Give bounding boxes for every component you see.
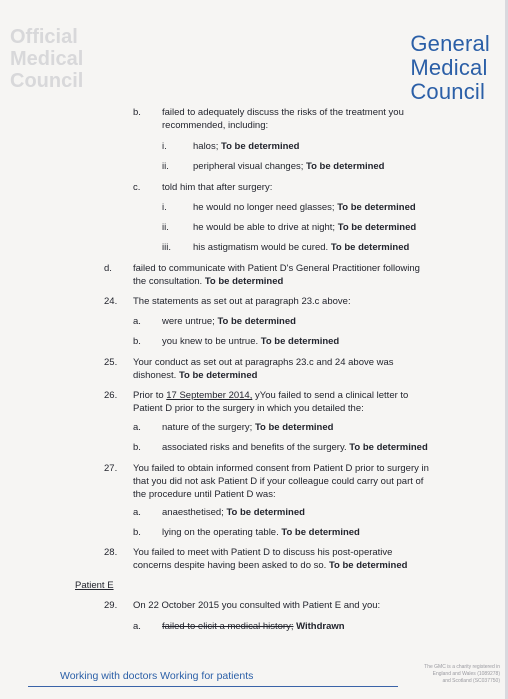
footer-registration: The GMC is a charity registered in England and Wales (1089278) and Scotland (SC037750) (424, 664, 500, 684)
item-label: a. (133, 422, 141, 433)
item-label: d. (104, 263, 112, 274)
item-label: 24. (104, 296, 118, 307)
item-text: You failed to meet with Patient D to discuss his post-operative (133, 547, 393, 558)
logo-line-2: Medical (410, 55, 488, 80)
item-text: the consultation. To be determined (133, 276, 284, 287)
item-text: Your conduct as set out at paragraphs 23.c and 24 above was (133, 357, 394, 368)
status-text: To be determined (337, 202, 416, 213)
item-label: 28. (104, 547, 118, 558)
item-label: i. (162, 202, 167, 213)
item-text: failed to communicate with Patient D's General Practitioner following (133, 263, 420, 274)
status-text: To be determined (260, 336, 340, 347)
item-label: ii. (162, 161, 169, 172)
item-text: The statements as set out at paragraph 23.c above: (133, 296, 351, 307)
status-text: To be determined (349, 442, 428, 453)
footer-divider (28, 686, 398, 687)
item-label: 27. (104, 463, 118, 474)
item-label: a. (133, 621, 141, 632)
item-label: b. (133, 442, 141, 453)
item-label: b. (133, 527, 141, 538)
item-text: halos; To be determined (193, 141, 300, 152)
item-text: You failed to obtain informed consent from Patient D prior to surgery in (133, 463, 429, 474)
item-label: c. (133, 182, 141, 193)
item-label: iii. (162, 242, 171, 253)
status-text: To be determined (254, 422, 334, 433)
gmc-logo (410, 32, 490, 104)
item-label: b. (133, 336, 141, 347)
item-text: told him that after surgery: (162, 182, 273, 193)
underlined-date: 17 September 2014, (166, 390, 253, 401)
item-label: i. (162, 141, 167, 152)
status-text: Withdrawn (293, 621, 345, 632)
status-text: To be determined (337, 222, 417, 233)
status-text: To be determined (221, 141, 300, 152)
item-text: Patient D prior to the surgery in which you detailed the: (133, 403, 364, 414)
status-text: To be determined (328, 560, 408, 571)
item-text: associated risks and benefits of the surgery. To be determined (162, 442, 428, 453)
status-text: To be determined (178, 370, 258, 381)
item-text: peripheral visual changes; To be determined (193, 161, 385, 172)
item-text: were untrue; To be determined (162, 316, 296, 327)
item-text: lying on the operating table. To be determined (162, 527, 360, 538)
item-text: failed to adequately discuss the risks of the treatment you (162, 107, 404, 118)
watermark-text: Official Medical Council (10, 26, 84, 92)
item-label: 25. (104, 357, 118, 368)
item-label: a. (133, 316, 141, 327)
item-text (162, 620, 345, 633)
item-label: b. (133, 107, 141, 118)
item-text: he would no longer need glasses; To be determined (193, 202, 416, 213)
status-text: To be determined (306, 161, 385, 172)
item-text: he would be able to drive at night; To be determined (193, 222, 417, 233)
item-text: recommended, including: (162, 120, 269, 131)
item-text: Prior to 17 September 2014, yYou failed to send a clinical letter to (133, 390, 409, 401)
status-text: To be determined (226, 507, 305, 518)
item-label: 26. (104, 390, 118, 401)
status-text: To be determined (204, 276, 284, 287)
status-text: To be determined (330, 242, 410, 253)
footer-tagline: Working with doctors Working for patients (60, 670, 254, 682)
item-label: a. (133, 507, 141, 518)
item-label: 29. (104, 600, 118, 611)
status-text: To be determined (281, 527, 360, 538)
section-heading: Patient E (75, 580, 114, 591)
struck-text: failed to elicit a medical history; (162, 621, 294, 632)
item-text: On 22 October 2015 you consulted with Patient E and you: (133, 600, 381, 611)
logo-line-3: Council (410, 79, 486, 104)
item-label: ii. (162, 222, 169, 233)
item-text: the procedure until Patient D was: (133, 489, 276, 500)
item-text: concerns despite having been asked to do so. To be determined (133, 560, 408, 571)
item-text: you knew to be untrue. To be determined (162, 336, 340, 347)
item-text: anaesthetised; To be determined (162, 507, 305, 518)
logo-line-1: General (410, 31, 490, 56)
item-text: his astigmatism would be cured. To be determined (193, 242, 410, 253)
item-text: that you did not ask Patient D if your colleague could carry out part of (133, 476, 424, 487)
item-text: nature of the surgery; To be determined (162, 422, 334, 433)
item-text: dishonest. To be determined (133, 370, 258, 381)
status-text: To be determined (217, 316, 296, 327)
